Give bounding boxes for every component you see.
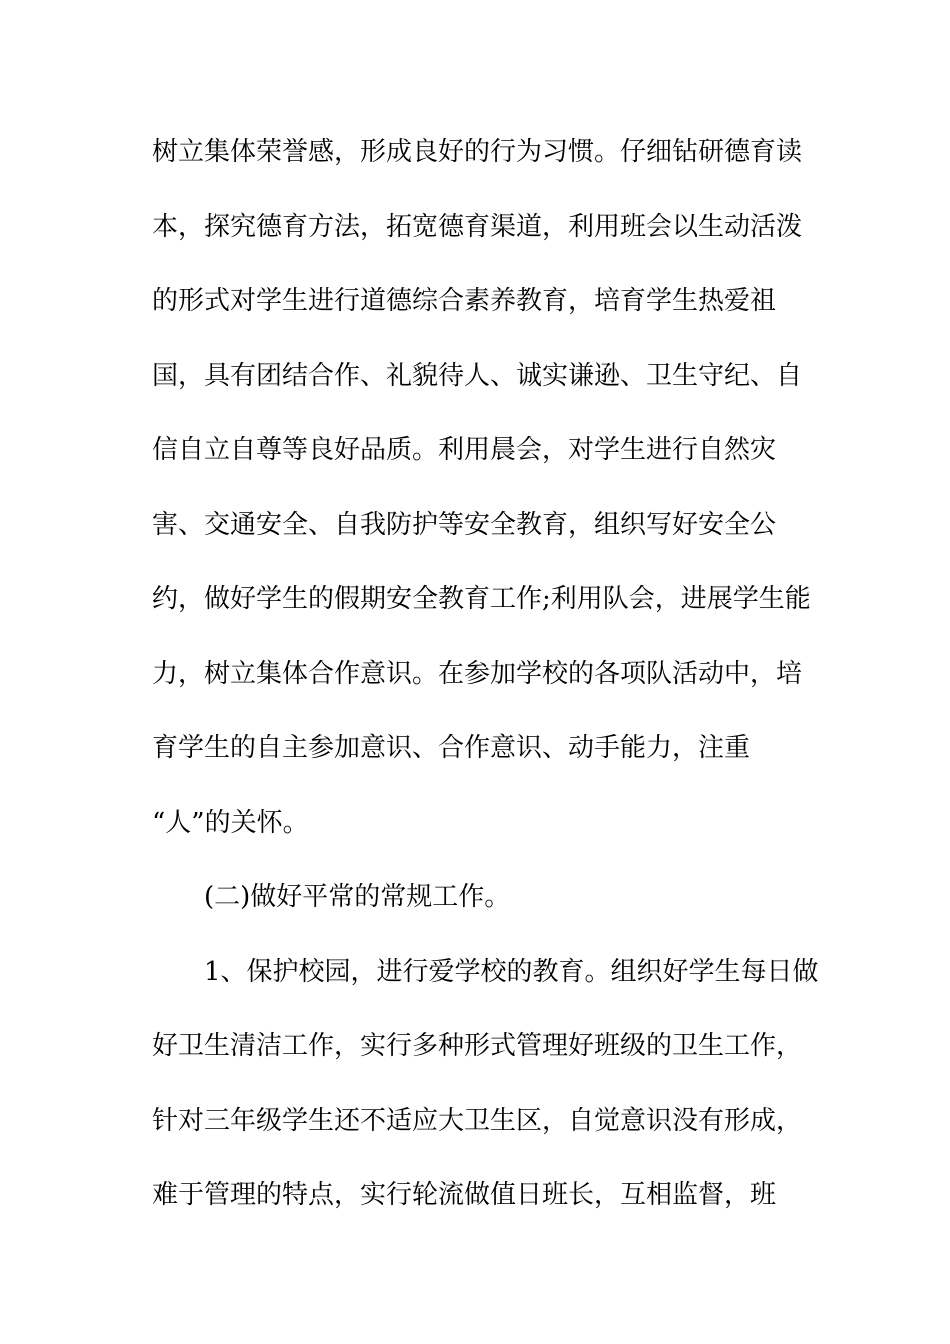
text-line: 国，具有团结合作、礼貌待人、诚实谦逊、卫生守纪、自 bbox=[152, 360, 803, 391]
text-line: 力，树立集体合作意识。在参加学校的各项队活动中，培 bbox=[152, 658, 803, 689]
text-line: 信自立自尊等良好品质。利用晨会，对学生进行自然灾 bbox=[152, 435, 777, 465]
text-line: 好卫生清洁工作，实行多种形式管理好班级的卫生工作， bbox=[152, 1031, 803, 1061]
text-line: 树立集体荣誉感，形成良好的行为习惯。仔细钻研德育读 bbox=[152, 137, 803, 167]
body-text bbox=[152, 128, 819, 1246]
text-line: 害、交通安全、自我防护等安全教育，组织写好安全公 bbox=[152, 509, 777, 540]
text-line: 针对三年级学生还不适应大卫生区，自觉意识没有形成， bbox=[152, 1105, 803, 1136]
text-line: 育学生的自主参加意识、合作意识、动手能力，注重 bbox=[152, 733, 751, 763]
text-line: 的形式对学生进行道德综合素养教育，培育学生热爱祖 bbox=[152, 286, 777, 316]
text-line: 本，探究德育方法，拓宽德育渠道，利用班会以生动活泼 bbox=[152, 211, 803, 242]
text-line: “人”的关怀。 bbox=[152, 807, 309, 838]
section-heading: (二)做好平常的常规工作。 bbox=[204, 882, 511, 912]
text-line: 约，做好学生的假期安全教育工作;利用队会，进展学生能 bbox=[152, 584, 811, 614]
text-line: 1、保护校园，进行爱学校的教育。组织好学生每日做 bbox=[204, 956, 819, 987]
text-line: 难于管理的特点，实行轮流做值日班长，互相监督，班 bbox=[152, 1180, 777, 1210]
